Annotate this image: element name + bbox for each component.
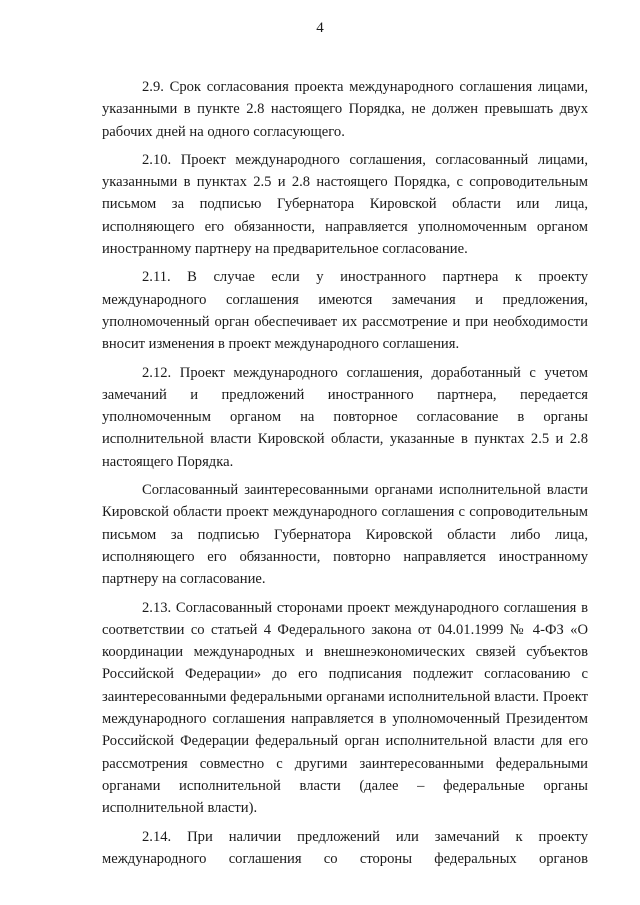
paragraph-2-12-continued: Согласованный заинтересованными органами исполнительной власти Кировской области проект международного соглашения с сопроводительным письмом за подписью Губернатора Кировской области либо лица, исполняющего его обязанности, повторно направляется иностранному партнеру на согласование. xyxy=(102,482,588,588)
paragraph-2-9: 2.9. Срок согласования проекта международного соглашения лицами, указанными в пункте 2.8 настоящего Порядка, не должен превышать двух рабочих дней на одного согласующего. xyxy=(102,79,588,140)
paragraph-2-10: 2.10. Проект международного соглашения, согласованный лицами, указанными в пунктах 2.5 и 2.8 настоящего Порядка, с сопроводительным письмом за подписью Губернатора Кировской области или лица, исполняющего его обязанности, направляется уполномоченным органом иностранному партнеру на предварительное согласование. xyxy=(102,151,588,258)
paragraph-2-11: 2.11. В случае если у иностранного партнера к проекту международного соглашения имеются замечания и предложения, уполномоченный орган обеспечивает их рассмотрение и при необходимости вносит изменения в проект международного соглашения. xyxy=(102,269,588,353)
paragraph-2-13: 2.13. Согласованный сторонами проект международного соглашения в соответствии со статьей 4 Федерального закона от 04.01.1999 № 4-ФЗ «О координации международных и внешнеэкономических связей субъектов Российской Федерации» до его подписания подлежит согласованию с заинтересованными федеральными органами исполнительной власти. Проект международного соглашения направляется в уполномоченный Президентом Российской Федерации федеральный орган исполнительной власти для его рассмотрения совместно с другими заинтересованными федеральными органами исполнительной власти (далее – федеральные органы исполнительной власти). xyxy=(102,599,588,817)
document-body xyxy=(102,76,588,876)
paragraph-2-12: 2.12. Проект международного соглашения, доработанный с учетом замечаний и предложений иностранного партнера, передается уполномоченным органом на повторное согласование в органы исполнительной власти Кировской области, указанные в пунктах 2.5 и 2.8 настоящего Порядка. xyxy=(102,364,588,470)
page-number: 4 xyxy=(316,20,324,36)
paragraph-2-14: 2.14. При наличии предложений или замечаний к проекту международного соглашения со стороны федеральных органов xyxy=(102,828,588,867)
